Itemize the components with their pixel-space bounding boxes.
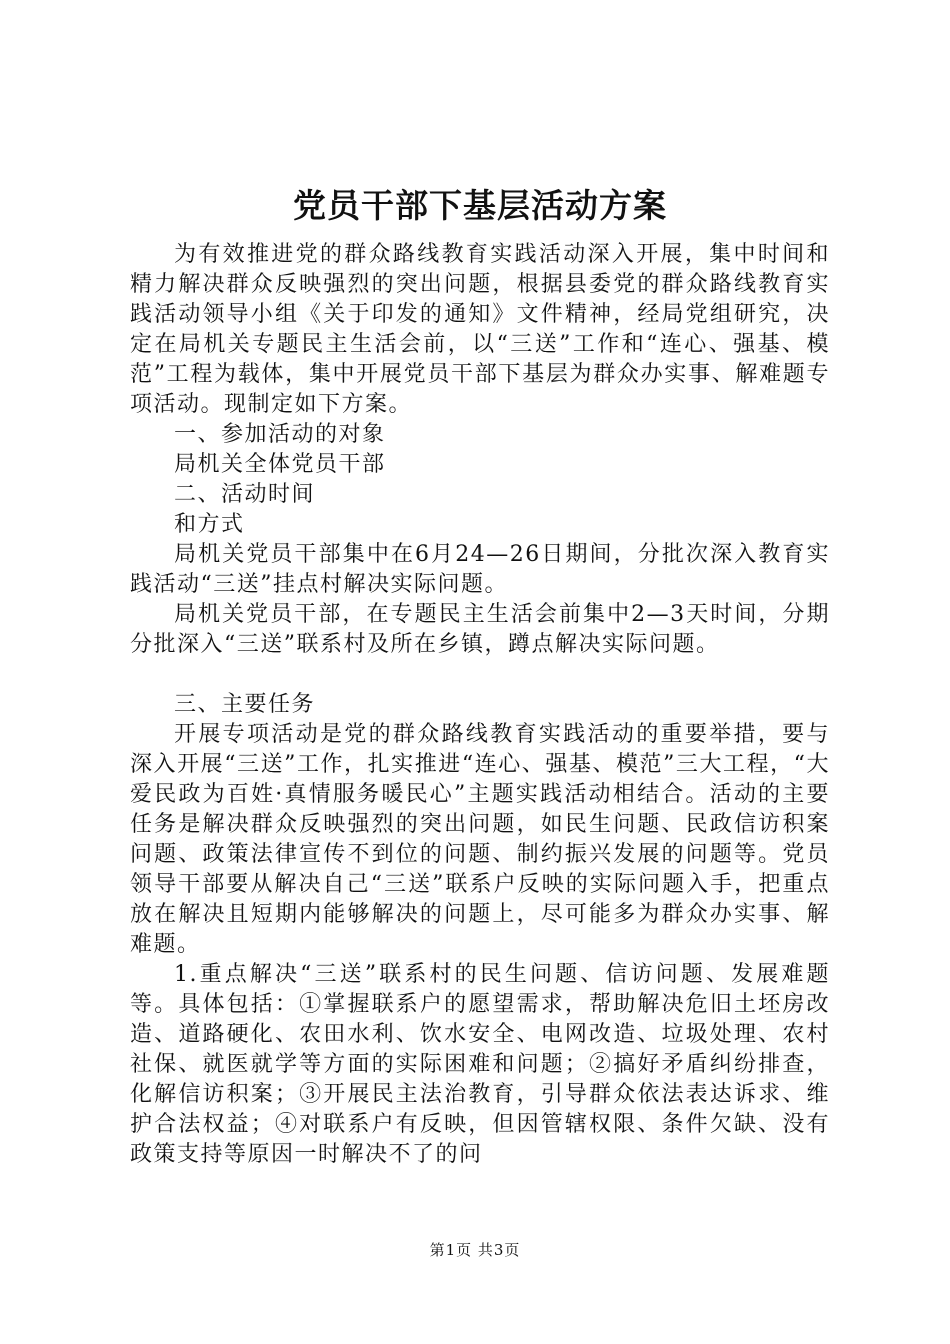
section3-paragraph-2: 1.重点解决“三送”联系村的民生问题、信访问题、发展难题等。具体包括：①掌握联系户的愿望需求，帮助解决危旧土坯房改造、道路硬化、农田水利、饮水安全、电网改造、垃圾处理、农村社保、就医就学等方面的实际困难和问题；②搞好矛盾纠纷排查，化解信访积案；③开展民主法治教育，引导群众依法表达诉求、维护合法权益；④对联系户有反映，但因管辖权限、条件欠缺、没有政策支持等原因一时解决不了的问 xyxy=(130,962,830,1167)
section2-paragraph-2: 局机关党员干部，在专题民主生活会前集中2—3天时间，分期分批深入“三送”联系村及所在乡镇，蹲点解决实际问题。 xyxy=(130,602,830,657)
section2-paragraph-1: 局机关党员干部集中在6月24—26日期间，分批次深入教育实践活动“三送”挂点村解决实际问题。 xyxy=(130,542,830,597)
section3-paragraph-1: 开展专项活动是党的群众路线教育实践活动的重要举措，要与深入开展“三送”工作，扎实推进“连心、强基、模范”三大工程，“大爱民政为百姓·真情服务暖民心”主题实践活动相结合。活动的主要任务是解决群众反映强烈的突出问题，如民生问题、民政信访积案问题、政策法律宣传不到位的问题、制约振兴发展的问题等。党员领导干部要从解决自己“三送”联系户反映的实际问题入手，把重点放在解决且短期内能够解决的问题上，尽可能多为群众办实事、解难题。 xyxy=(130,722,830,957)
blank-line xyxy=(130,660,830,690)
section1-heading: 一、参加活动的对象 xyxy=(174,422,386,447)
section3-heading: 三、主要任务 xyxy=(174,692,316,717)
section2-heading: 二、活动时间 xyxy=(174,482,316,507)
page-footer: 第1页 共3页 xyxy=(429,1241,521,1259)
intro-paragraph: 为有效推进党的群众路线教育实践活动深入开展，集中时间和精力解决群众反映强烈的突出问题，根据县委党的群众路线教育实践活动领导小组《关于印发的通知》文件精神，经局党组研究，决定在局机关专题民主生活会前，以“三送”工作和“连心、强基、模范”工程为载体，集中开展党员干部下基层为群众办实事、解难题专项活动。现制定如下方案。 xyxy=(130,242,830,417)
section2-heading-continuation: 和方式 xyxy=(174,512,245,537)
section1-body: 局机关全体党员干部 xyxy=(174,452,386,477)
document-title: 党员干部下基层活动方案 xyxy=(293,186,667,225)
document-page xyxy=(130,178,830,1170)
